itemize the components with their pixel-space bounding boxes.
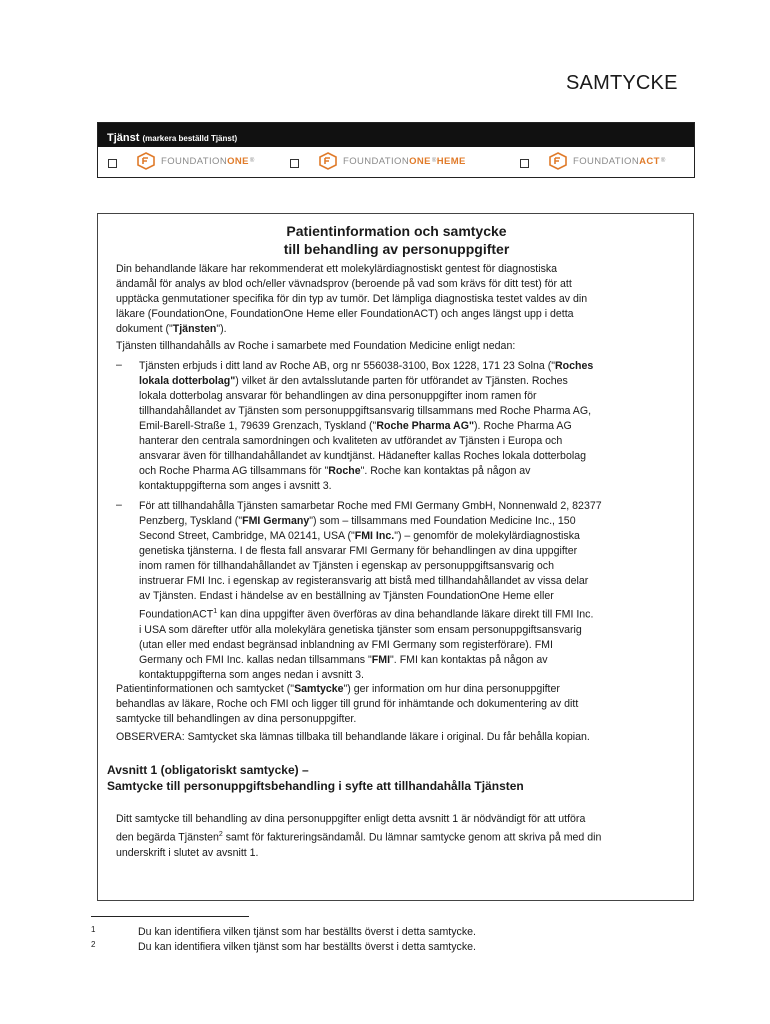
- foundation-hex-icon: [136, 152, 156, 170]
- intro-line: Din behandlande läkare har rekommenderat ett molekylärdiagnostiskt gentest för diagnostiska: [116, 263, 558, 275]
- fmi-l3-post: ") – genomför de molekylärdiagnostiska: [394, 530, 580, 542]
- section1-title: [107, 762, 687, 794]
- section1-title-line1: Avsnitt 1 (obligatoriskt samtycke) –: [107, 763, 309, 777]
- logo-foundationone-heme-bold: ONE: [409, 155, 431, 167]
- fmi-line: (utan eller med endast begränsad inblandning av FMI Germany som registerförare). FMI: [139, 638, 553, 651]
- section1-line: Ditt samtycke till behandling av dina personuppgifter enligt detta avsnitt 1 är nödvändigt för att utföra: [116, 813, 586, 825]
- fmi-line: kontaktuppgifterna som anges nedan i avsnitt 3.: [139, 668, 364, 681]
- footnote-ref-1: 1: [213, 608, 218, 615]
- consent-l1-post: ") ger information om hur dina personuppgifter: [343, 683, 560, 695]
- section1-l2: den begärda Tjänsten: [116, 831, 219, 844]
- intro-line: läkare (FoundationOne, FoundationOne Heme eller FoundationACT) och anges längst upp i detta: [116, 308, 574, 320]
- intro-line: ändamål för analys av blod och/eller vävnadsprov (beroende på vad som krävs för ditt test) för att: [116, 278, 572, 290]
- roche-line: tillhandahållandet av Tjänsten som personuppgiftsansvarig tillsammans med Roche Pharma AG,: [139, 405, 592, 417]
- checkbox-foundationone[interactable]: [108, 159, 117, 168]
- logo-foundationact-light: FOUNDATION: [573, 155, 640, 167]
- bullet-fmi: –: [116, 499, 122, 511]
- logo-foundationone-heme-light: FOUNDATION: [343, 155, 410, 167]
- fmi-l3: Second Street, Cambridge, MA 02141, USA (": [139, 530, 355, 542]
- info-title-line1: Patientinformation och samtycke: [286, 223, 507, 239]
- roche-line: kontaktuppgifterna som anges i avsnitt 3.: [139, 480, 332, 492]
- patient-info-box: [97, 213, 694, 901]
- fmi-line: instruerar FMI Inc. i egenskap av registeransvarig att bistå med tillhandahållandet av vissa delar: [139, 575, 589, 587]
- checkbox-foundationone-heme[interactable]: [290, 159, 299, 168]
- intro-line: [116, 322, 671, 337]
- provided-by: Tjänsten tillhandahålls av Roche i samarbete med Foundation Medicine enligt nedan:: [116, 340, 516, 352]
- service-heading: [98, 123, 694, 147]
- intro-last-bold: Tjänsten: [172, 323, 217, 335]
- consent-l1: Patientinformationen och samtycket (": [116, 683, 295, 695]
- roche-l5-post: ). Roche Pharma AG: [473, 420, 572, 432]
- section1-line: underskrift i slutet av avsnitt 1.: [116, 846, 259, 859]
- roche-l1-bold: Roches: [555, 360, 594, 372]
- fmi-line: För att tillhandahålla Tjänsten samarbetar Roche med FMI Germany GmbH, Nonnenwald 2, 82377: [139, 500, 602, 512]
- info-title: [98, 222, 695, 258]
- fmi-line: i USA som därefter utför alla molekylära genetiska tjänster som ensam personuppgiftsansvarig: [139, 623, 582, 636]
- roche-l5: Emil-Barell-Straße 1, 79639 Grenzach, Tyskland (": [139, 420, 377, 432]
- logo-foundationone-heme: [318, 152, 466, 170]
- section1-title-line2: Samtycke till personuppgiftsbehandling i syfte att tillhandahålla Tjänsten: [107, 779, 524, 793]
- logo-foundationone-heme-suffix: HEME: [436, 155, 466, 167]
- fmi-l2-post: ") som – tillsammans med Foundation Medicine Inc., 150: [309, 515, 576, 527]
- intro-last-post: ").: [216, 323, 227, 335]
- info-title-line2: till behandling av personuppgifter: [283, 241, 510, 257]
- checkbox-foundationact[interactable]: [520, 159, 529, 168]
- footnote-text: Du kan identifiera vilken tjänst som har beställts överst i detta samtycke.: [138, 926, 476, 938]
- section1-paragraph: [116, 812, 671, 861]
- roche-l8: och Roche Pharma AG tillsammans för ": [139, 465, 329, 477]
- roche-l2: ) vilket är den avtalsslutande parten för utförandet av Tjänsten. Roches: [235, 375, 568, 387]
- intro-last-pre: dokument (": [116, 323, 173, 335]
- consent-paragraph: [116, 682, 671, 727]
- intro-line: upptäcka genmutationer specifika för din typ av tumör. Det lämpliga diagnostiska testet valdes av din: [116, 293, 588, 305]
- logo-foundationact-bold: ACT: [639, 155, 660, 167]
- roche-l8-bold: Roche: [328, 465, 361, 477]
- fmi-l2: Penzberg, Tyskland (": [139, 515, 243, 527]
- roche-l8-post: ". Roche kan kontaktas på någon av: [360, 465, 531, 477]
- footnote-text: Du kan identifiera vilken tjänst som har beställts överst i detta samtycke.: [138, 941, 476, 953]
- logo-foundationone-heme-reg: ®: [431, 158, 437, 164]
- service-selection-box: [97, 122, 695, 178]
- logo-foundationone-light: FOUNDATION: [161, 155, 228, 167]
- note-paragraph: OBSERVERA: Samtycket ska lämnas tillbaka till behandlande läkare i original. Du får behålla kopian.: [116, 731, 590, 743]
- logo-foundationone-reg: ®: [249, 158, 255, 164]
- logo-foundationact: [548, 152, 666, 170]
- logo-foundationact-reg: ®: [660, 158, 666, 164]
- fmi-line: av Tjänsten. Endast i händelse av en beställning av Tjänsten FoundationOne Heme eller: [139, 590, 554, 602]
- roche-paragraph: [139, 359, 671, 494]
- consent-l1-bold: Samtycke: [294, 683, 344, 695]
- consent-line: behandlas av läkare, Roche och FMI och ligger till grund för inhämtande och dokumentering av ditt: [116, 698, 579, 710]
- foundation-hex-icon: [318, 152, 338, 170]
- bullet-roche: –: [116, 359, 122, 371]
- roche-l1: Tjänsten erbjuds i ditt land av Roche AB, org nr 556038-3100, Box 1228, 171 23 Solna (": [139, 360, 556, 372]
- footnote-divider: [91, 916, 249, 917]
- logo-foundationone-bold: ONE: [227, 155, 249, 167]
- footnote-number: 2: [91, 940, 96, 949]
- fmi-line: genetiska tjänsterna. I de flesta fall ansvarar FMI Germany för behandlingen av dina uppgifter: [139, 545, 578, 557]
- fmi-l8: FoundationACT: [139, 608, 214, 621]
- footnote-number: 1: [91, 925, 96, 934]
- service-heading-note: (markera beställd Tjänst): [142, 134, 238, 143]
- footnote-ref-2: 2: [218, 831, 223, 838]
- fmi-l8-post: kan dina uppgifter även överföras av dina behandlande läkare direkt till FMI Inc.: [217, 608, 594, 621]
- service-heading-label: Tjänst: [107, 132, 140, 144]
- fmi-l11: Germany och FMI Inc. kallas nedan tillsammans ": [139, 653, 372, 666]
- document-title: SAMTYCKE: [566, 72, 678, 94]
- roche-line: lokala dotterbolag ansvarar för behandlingen av dina personuppgifter inom ramen för: [139, 390, 537, 402]
- fmi-paragraph: [139, 499, 671, 683]
- consent-line: samtycke till behandlingen av dina personuppgifter.: [116, 713, 357, 725]
- roche-l5-bold: Roche Pharma AG": [376, 420, 474, 432]
- logo-foundationone: [136, 152, 255, 170]
- fmi-line: inom ramen för tillhandahållandet av Tjänsten i egenskap av personuppgiftsansvarig och: [139, 560, 554, 572]
- roche-line: ansvarar även för tillhandahållandet av kundtjänst. Hädanefter kallas Roches lokala dotterbolag: [139, 450, 586, 462]
- fmi-l2-bold: FMI Germany: [242, 515, 310, 527]
- intro-paragraph: [116, 262, 671, 337]
- fmi-l3-bold: FMI Inc.: [354, 530, 395, 542]
- section1-l2-post: samt för faktureringsändamål. Du lämnar samtycke genom att skriva på med din: [222, 831, 602, 844]
- fmi-l11-bold: FMI: [371, 653, 391, 666]
- roche-l2-bold: lokala dotterbolag": [139, 375, 236, 387]
- roche-line: hanterar den centrala samordningen och kvaliteten av utförandet av Tjänsten i Europa och: [139, 435, 563, 447]
- fmi-l11-post: ". FMI kan kontaktas på någon av: [390, 653, 548, 666]
- foundation-hex-icon: [548, 152, 568, 170]
